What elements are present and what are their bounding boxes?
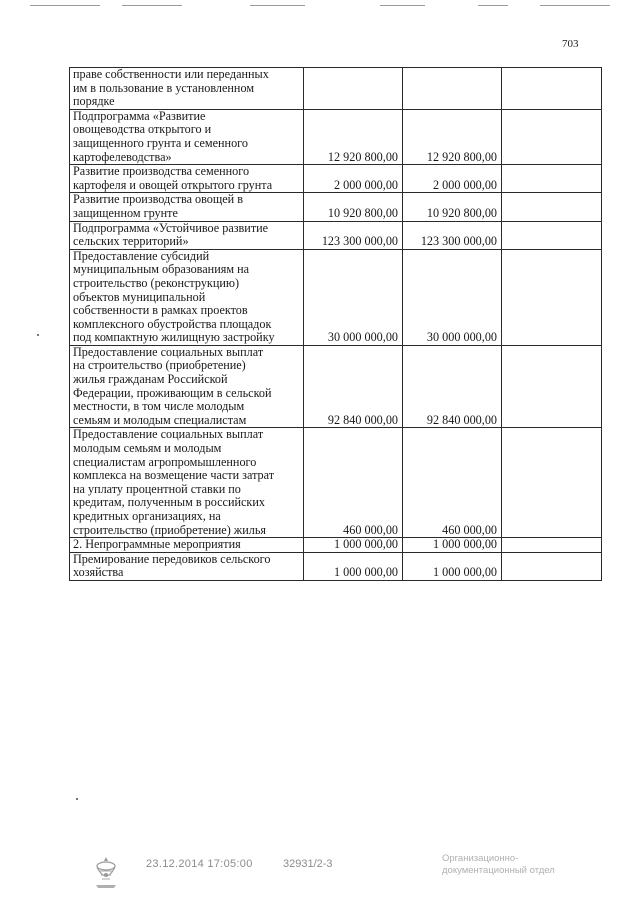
scan-speck bbox=[37, 334, 39, 336]
stamp-line: документационный отдел bbox=[442, 865, 555, 876]
amount-cell-approved: 1 000 000,00 bbox=[403, 552, 502, 580]
amount-cell-approved: 92 840 000,00 bbox=[403, 345, 502, 428]
row-label-line: им в пользование в установленном bbox=[73, 80, 255, 95]
row-label-line: местности, в том числе молодым bbox=[73, 399, 245, 414]
amount-cell-approved: 30 000 000,00 bbox=[403, 249, 502, 345]
amount-cell: 92 840 000,00 bbox=[304, 345, 403, 428]
department-stamp bbox=[442, 853, 555, 877]
stamp-line: Организационно- bbox=[442, 853, 519, 864]
row-label-line: комплекса на возмещение части затрат bbox=[73, 468, 275, 483]
empty-cell bbox=[502, 538, 602, 553]
table-row bbox=[70, 109, 602, 164]
amount-cell-approved: 10 920 800,00 bbox=[403, 193, 502, 221]
row-label-line: Предоставление социальных выплат bbox=[73, 427, 264, 442]
amount-cell: 10 920 800,00 bbox=[304, 193, 403, 221]
row-label-line: жилья гражданам Российской bbox=[73, 372, 228, 387]
table-row bbox=[70, 552, 602, 580]
budget-table-body bbox=[70, 68, 602, 581]
empty-cell bbox=[502, 552, 602, 580]
budget-table bbox=[69, 67, 602, 581]
row-label bbox=[70, 193, 304, 221]
table-row bbox=[70, 221, 602, 249]
row-label bbox=[70, 109, 304, 164]
empty-cell bbox=[502, 345, 602, 428]
row-label-line: Развитие производства семенного bbox=[73, 164, 250, 179]
row-label-line: собственности в рамках проектов bbox=[73, 303, 248, 318]
row-label bbox=[70, 221, 304, 249]
amount-cell: 1 000 000,00 bbox=[304, 538, 403, 553]
amount-cell: 12 920 800,00 bbox=[304, 109, 403, 164]
page-number: 703 bbox=[562, 38, 579, 50]
row-label bbox=[70, 552, 304, 580]
row-label-line: Премирование передовиков сельского bbox=[73, 552, 271, 566]
row-label bbox=[70, 165, 304, 193]
row-label-line: молодым семьям и молодым bbox=[73, 441, 222, 456]
amount-cell: 460 000,00 bbox=[304, 428, 403, 538]
row-label-line: кредитам, полученным в российских bbox=[73, 495, 265, 510]
row-label-line: под компактную жилищную застройку bbox=[73, 330, 275, 345]
row-label-line: защищенном грунте bbox=[73, 205, 178, 220]
row-label-line: Федерации, проживающим в сельской bbox=[73, 385, 272, 400]
amount-cell-approved: 2 000 000,00 bbox=[403, 165, 502, 193]
table-row bbox=[70, 165, 602, 193]
row-label-line: Развитие производства овощей в bbox=[73, 192, 244, 207]
row-label bbox=[70, 249, 304, 345]
empty-cell bbox=[502, 428, 602, 538]
row-label-line: порядке bbox=[73, 94, 115, 109]
empty-cell bbox=[502, 221, 602, 249]
row-label-line: специалистам агропромышленного bbox=[73, 454, 257, 469]
amount-cell: 2 000 000,00 bbox=[304, 165, 403, 193]
row-label-line: овощеводства открытого и bbox=[73, 122, 212, 137]
row-label-line: строительство (приобретение) жилья bbox=[73, 522, 266, 537]
amount-cell: 30 000 000,00 bbox=[304, 249, 403, 345]
amount-cell: 1 000 000,00 bbox=[304, 552, 403, 580]
row-label-line: Предоставление субсидий bbox=[73, 249, 210, 263]
table-row bbox=[70, 68, 602, 110]
footer-document-code: 32931/2-3 bbox=[283, 858, 333, 870]
empty-cell bbox=[502, 249, 602, 345]
empty-cell bbox=[502, 193, 602, 221]
amount-cell-approved: 12 920 800,00 bbox=[403, 109, 502, 164]
scan-edge-artifacts bbox=[0, 2, 640, 10]
row-label bbox=[70, 428, 304, 538]
row-label-line: картофелеводства» bbox=[73, 149, 172, 164]
table-row bbox=[70, 538, 602, 553]
row-label-line: объектов муниципальной bbox=[73, 289, 206, 304]
coat-of-arms-icon bbox=[92, 855, 120, 889]
row-label-line: муниципальным образованиям на bbox=[73, 262, 250, 277]
empty-cell bbox=[502, 165, 602, 193]
footer-timestamp: 23.12.2014 17:05:00 bbox=[146, 858, 253, 870]
table-row bbox=[70, 193, 602, 221]
amount-cell-approved: 1 000 000,00 bbox=[403, 538, 502, 553]
row-label-line: картофеля и овощей открытого грунта bbox=[73, 177, 273, 192]
row-label-line: Подпрограмма «Развитие bbox=[73, 109, 206, 123]
empty-cell bbox=[502, 68, 602, 110]
table-row bbox=[70, 345, 602, 428]
row-label bbox=[70, 345, 304, 428]
scan-speck bbox=[76, 798, 78, 800]
amount-cell: 123 300 000,00 bbox=[304, 221, 403, 249]
row-label-line: на уплату процентной ставки по bbox=[73, 481, 241, 496]
table-row bbox=[70, 428, 602, 538]
row-label-line: праве собственности или переданных bbox=[73, 67, 269, 81]
row-label-line: на строительство (приобретение) bbox=[73, 358, 246, 373]
row-label bbox=[70, 68, 304, 110]
row-label-line: Подпрограмма «Устойчивое развитие bbox=[73, 221, 269, 235]
row-label-line: 2. Непрограммные мероприятия bbox=[73, 537, 241, 552]
row-label-line: хозяйства bbox=[73, 565, 124, 580]
table-row bbox=[70, 249, 602, 345]
amount-cell-approved: 123 300 000,00 bbox=[403, 221, 502, 249]
amount-cell-approved: 460 000,00 bbox=[403, 428, 502, 538]
row-label-line: строительство (реконструкцию) bbox=[73, 275, 240, 290]
row-label-line: комплексного обустройства площадок bbox=[73, 316, 272, 331]
empty-cell bbox=[502, 109, 602, 164]
row-label-line: сельских территорий» bbox=[73, 234, 189, 249]
row-label bbox=[70, 538, 304, 553]
amount-cell-approved bbox=[403, 68, 502, 110]
row-label-line: защищенного грунта и семенного bbox=[73, 135, 248, 150]
row-label-line: семьям и молодым специалистам bbox=[73, 412, 247, 427]
amount-cell bbox=[304, 68, 403, 110]
row-label-line: кредитных организациях, на bbox=[73, 509, 221, 523]
row-label-line: Предоставление социальных выплат bbox=[73, 345, 264, 359]
